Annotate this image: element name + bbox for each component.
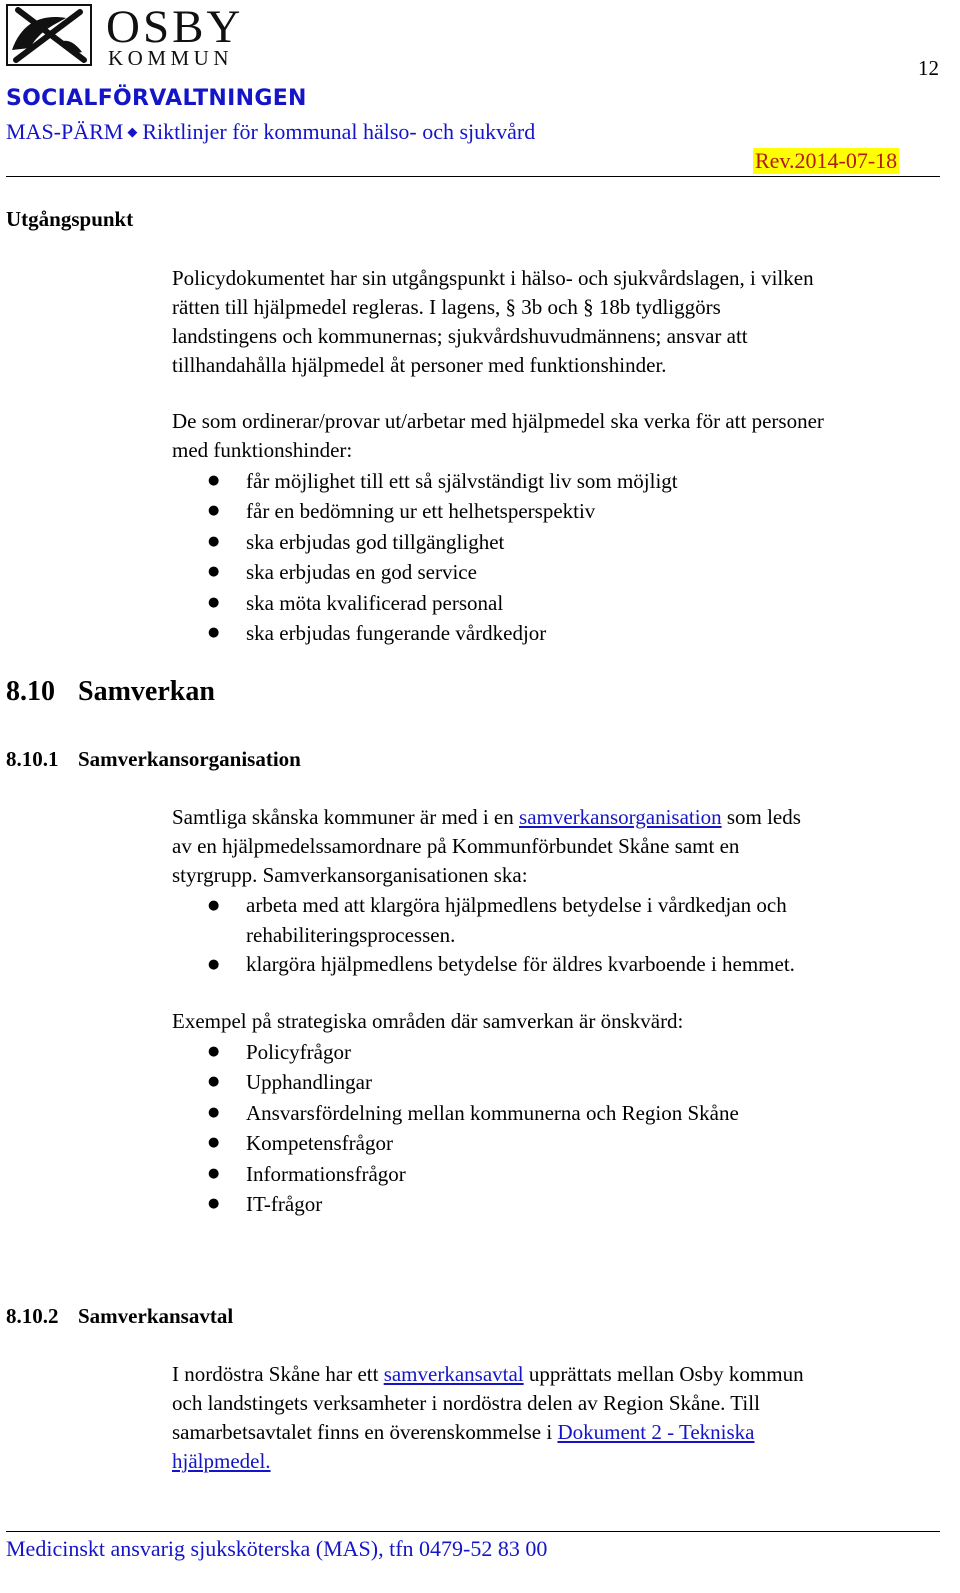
list-item: ● får en bedömning ur ett helhetsperspektiv (172, 496, 942, 526)
text-segment: I nordöstra Skåne har ett (172, 1362, 384, 1386)
logo-name: OSBY (106, 1, 244, 53)
utgangspunkt-paragraph-1 (172, 264, 942, 380)
list-item: ● arbeta med att klargöra hjälpmedlens betydelse i vårdkedjan och rehabiliteringsprocessen. (172, 891, 902, 950)
page-number: 12 (918, 56, 939, 80)
text-line: De som ordinerar/provar ut/arbetar med hjälpmedel ska verka för att personer (172, 409, 824, 433)
utgangspunkt-bullet-list (172, 466, 942, 648)
dokument-2-link[interactable]: Dokument 2 - Tekniska (557, 1420, 755, 1444)
logo-subname: KOMMUN (108, 46, 234, 70)
header-divider (6, 176, 940, 177)
document-prefix: MAS-PÄRM (6, 119, 124, 144)
document-title: Riktlinjer för kommunal hälso- och sjukvård (142, 119, 536, 144)
text-line: av en hjälpmedelssamordnare på Kommunförbundet Skåne samt en (172, 834, 740, 858)
text-segment: samarbetsavtalet finns en överenskommelse i (172, 1420, 558, 1444)
samverkansorganisation-link[interactable]: samverkansorganisation (519, 805, 722, 829)
samverkansavtal-paragraph (172, 1360, 942, 1476)
list-item: ● ska möta kvalificerad personal (172, 588, 942, 618)
text-line: landstingens och kommunernas; sjukvårdshuvudmännens; ansvar att (172, 324, 748, 348)
footer-contact: Medicinskt ansvarig sjuksköterska (MAS), tfn 0479-52 83 00 (6, 1536, 548, 1561)
organization-name: SOCIALFÖRVALTNINGEN (6, 86, 307, 111)
examples-bullet-list (172, 1037, 942, 1219)
footer-divider (6, 1531, 940, 1532)
section-number: 8.10 (6, 676, 55, 707)
text-line (172, 1447, 942, 1476)
osby-logo-emblem-icon (6, 4, 92, 66)
section-number: 8.10.1 (6, 747, 59, 771)
list-item: ● Upphandlingar (172, 1067, 942, 1097)
examples-intro: Exempel på strategiska områden där samverkan är önskvärd: (172, 1009, 684, 1033)
list-item: ● Ansvarsfördelning mellan kommunerna och Region Skåne (172, 1098, 942, 1128)
utgangspunkt-paragraph-2 (172, 407, 942, 465)
list-item: ● IT-frågor (172, 1189, 942, 1219)
section-title: Samverkansavtal (78, 1304, 234, 1328)
text-line: och landstingets verksamheter i nordöstra delen av Region Skåne. Till (172, 1391, 760, 1415)
text-line (172, 1360, 942, 1389)
section-heading-samverkansorganisation (6, 747, 301, 772)
document-subtitle (6, 119, 535, 145)
text-line: styrgrupp. Samverkansorganisationen ska: (172, 863, 528, 887)
section-heading-utgangspunkt: Utgångspunkt (6, 207, 134, 231)
samverkansavtal-link[interactable]: samverkansavtal (383, 1362, 524, 1386)
list-item: ● ska erbjudas fungerande vårdkedjor (172, 618, 942, 648)
text-line: rätten till hjälpmedel regleras. I lagens, § 3b och § 18b tydliggörs (172, 295, 721, 319)
text-segment: Samtliga skånska kommuner är med i en (172, 805, 520, 829)
list-item: ● klargöra hjälpmedlens betydelse för äldres kvarboende i hemmet. (172, 950, 902, 980)
section-heading-samverkan (6, 676, 215, 708)
section-heading-samverkansavtal (6, 1304, 233, 1329)
list-item: ● Policyfrågor (172, 1037, 942, 1067)
dokument-2-link-continued[interactable]: hjälpmedel. (172, 1449, 271, 1473)
section-number: 8.10.2 (6, 1304, 59, 1328)
revision-date: Rev.2014-07-18 (755, 148, 898, 173)
text-segment: som leds (721, 805, 801, 829)
text-line (172, 1418, 942, 1447)
list-item: ● Kompetensfrågor (172, 1128, 942, 1158)
samverkansorganisation-paragraph (172, 803, 942, 890)
list-item: ● ska erbjudas en god service (172, 557, 942, 587)
list-item: ● Informationsfrågor (172, 1159, 942, 1189)
section-title: Samverkan (78, 676, 215, 707)
samverkansorganisation-bullet-list (172, 891, 902, 980)
text-line (172, 803, 942, 832)
text-line: med funktionshinder: (172, 438, 353, 462)
list-item: ● får möjlighet till ett så självständigt liv som möjligt (172, 466, 942, 496)
section-title: Samverkansorganisation (78, 747, 301, 771)
diamond-separator-icon: ◆ (127, 124, 138, 139)
text-line: tillhandahålla hjälpmedel åt personer med funktionshinder. (172, 353, 667, 377)
text-line: Policydokumentet har sin utgångspunkt i hälso- och sjukvårdslagen, i vilken (172, 266, 814, 290)
list-item: ● ska erbjudas god tillgänglighet (172, 527, 942, 557)
text-segment: upprättats mellan Osby kommun (523, 1362, 804, 1386)
